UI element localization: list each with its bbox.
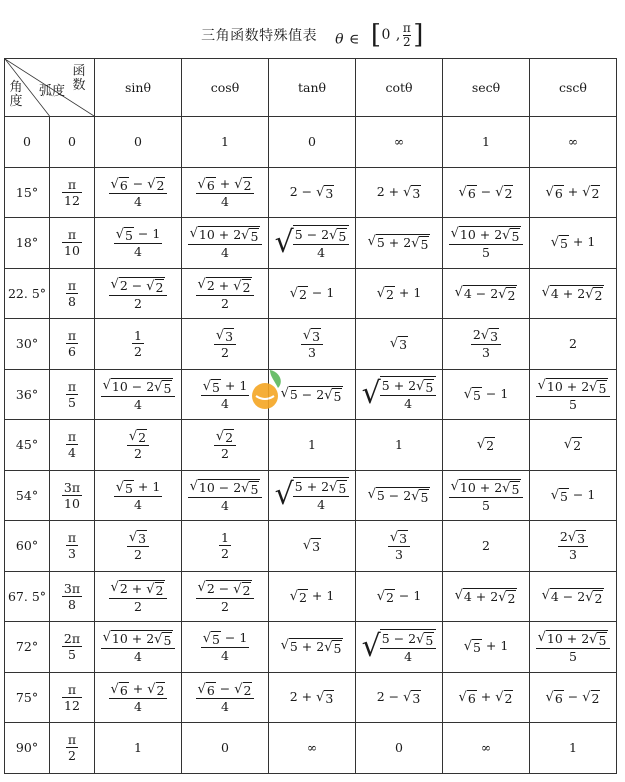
sin-value-cell: √ 2 + √ 2 2 xyxy=(95,571,182,622)
table-row xyxy=(5,420,617,471)
cos-value-cell: √ 2 − √ 2 2 xyxy=(182,571,269,622)
col-header-sin: sinθ xyxy=(95,59,182,117)
radian-cell: 0 xyxy=(50,117,95,168)
csc-value-cell: 2 √ 3 3 xyxy=(530,521,617,572)
title-zero: 0 , xyxy=(381,27,401,43)
sin-value-cell: $\frac{1}{2}$ xyxy=(95,319,182,370)
table-row xyxy=(5,167,617,218)
degree-cell: 22. 5° xyxy=(5,268,50,319)
csc-value-cell: √ 5 − 1 xyxy=(530,470,617,521)
degree-cell: 36° xyxy=(5,369,50,420)
csc-value-cell: √ 6 − √ 2 xyxy=(530,672,617,723)
sec-value-cell: 2 √ 3 3 xyxy=(443,319,530,370)
radian-cell: $\frac{\pi}{10}$ xyxy=(50,218,95,269)
cos-value-cell: 0 xyxy=(182,723,269,774)
title-domain xyxy=(335,22,424,49)
sin-value-cell: √ 6 + √ 2 4 xyxy=(95,672,182,723)
sin-value-cell: √ 3 2 xyxy=(95,521,182,572)
radian-cell: $\frac{\pi}{5}$ xyxy=(50,369,95,420)
sec-value-cell: 2 xyxy=(443,521,530,572)
sec-value-cell: √ 10 + 2 √ 5 5 xyxy=(443,218,530,269)
degree-cell: 75° xyxy=(5,672,50,723)
csc-value-cell: √ 5 + 1 xyxy=(530,218,617,269)
tan-value-cell: √ 3 3 xyxy=(269,319,356,370)
csc-value-cell: ∞ xyxy=(530,117,617,168)
cos-value-cell: √ 5 + 1 4 xyxy=(182,369,269,420)
table-row xyxy=(5,369,617,420)
tan-value-cell: √ 5 + 2 √ 5 xyxy=(269,622,356,673)
cos-value-cell: √ 2 + √ 2 2 xyxy=(182,268,269,319)
tan-value-cell: √ 5 − 2 √ 5 4 xyxy=(269,218,356,269)
trig-special-values-table xyxy=(4,58,617,774)
sin-value-cell: √ 10 − 2 √ 5 4 xyxy=(95,369,182,420)
title-two: 2 xyxy=(402,34,412,49)
radian-cell: $\frac{\pi}{12}$ xyxy=(50,167,95,218)
cot-value-cell: √ 5 − 2 √ 5 4 xyxy=(356,622,443,673)
sin-value-cell: 1 xyxy=(95,723,182,774)
title-close-bracket: ] xyxy=(413,20,424,50)
diagonal-header-cell xyxy=(5,59,95,117)
csc-value-cell: 1 xyxy=(530,723,617,774)
tan-value-cell: √ 5 + 2 √ 5 4 xyxy=(269,470,356,521)
degree-cell: 72° xyxy=(5,622,50,673)
tan-value-cell: √ 2 + 1 xyxy=(269,571,356,622)
sec-value-cell: √ 5 − 1 xyxy=(443,369,530,420)
cos-value-cell: √ 5 − 1 4 xyxy=(182,622,269,673)
cot-value-cell: √ 3 xyxy=(356,319,443,370)
radian-cell: $\frac{3\pi}{8}$ xyxy=(50,571,95,622)
radian-cell: $\frac{\pi}{6}$ xyxy=(50,319,95,370)
tan-value-cell: √ 2 − 1 xyxy=(269,268,356,319)
col-header-tan: tanθ xyxy=(269,59,356,117)
degree-cell: 60° xyxy=(5,521,50,572)
table-row xyxy=(5,571,617,622)
cos-value-cell: √ 3 2 xyxy=(182,319,269,370)
col-header-csc: cscθ xyxy=(530,59,617,117)
cos-value-cell: 1 xyxy=(182,117,269,168)
title-pi: π xyxy=(402,20,412,35)
csc-value-cell: √ 4 − 2 √ 2 xyxy=(530,571,617,622)
sin-value-cell: √ 5 + 1 4 xyxy=(95,470,182,521)
table-row xyxy=(5,622,617,673)
sin-value-cell: √ 2 − √ 2 2 xyxy=(95,268,182,319)
radian-cell: $\frac{2\pi}{5}$ xyxy=(50,622,95,673)
csc-value-cell: √ 10 + 2 √ 5 5 xyxy=(530,369,617,420)
radian-cell: $\frac{\pi}{3}$ xyxy=(50,521,95,572)
cot-value-cell: 2 + √ 3 xyxy=(356,167,443,218)
cot-value-cell: 0 xyxy=(356,723,443,774)
col-header-sec: secθ xyxy=(443,59,530,117)
title-interval xyxy=(371,22,424,49)
radian-cell: $\frac{3\pi}{10}$ xyxy=(50,470,95,521)
sec-value-cell: √ 2 xyxy=(443,420,530,471)
cot-value-cell: 1 xyxy=(356,420,443,471)
diag-label-function: 函数 xyxy=(72,64,86,93)
cot-value-cell: ∞ xyxy=(356,117,443,168)
cos-value-cell: √ 6 − √ 2 4 xyxy=(182,672,269,723)
sin-value-cell: √ 2 2 xyxy=(95,420,182,471)
table-row xyxy=(5,117,617,168)
degree-cell: 54° xyxy=(5,470,50,521)
csc-value-cell: √ 6 + √ 2 xyxy=(530,167,617,218)
table-row xyxy=(5,723,617,774)
sin-value-cell: 0 xyxy=(95,117,182,168)
header-row xyxy=(5,59,617,117)
degree-cell: 0 xyxy=(5,117,50,168)
cot-value-cell: √ 2 − 1 xyxy=(356,571,443,622)
page-title xyxy=(0,20,625,50)
degree-cell: 67. 5° xyxy=(5,571,50,622)
cos-value-cell: $\frac{1}{2}$ xyxy=(182,521,269,572)
col-header-cos: cosθ xyxy=(182,59,269,117)
tan-value-cell: ∞ xyxy=(269,723,356,774)
csc-value-cell: √ 10 + 2 √ 5 5 xyxy=(530,622,617,673)
sec-value-cell: √ 6 + √ 2 xyxy=(443,672,530,723)
csc-value-cell: √ 4 + 2 √ 2 xyxy=(530,268,617,319)
radian-cell: $\frac{\pi}{12}$ xyxy=(50,672,95,723)
table-row xyxy=(5,470,617,521)
sin-value-cell: √ 10 + 2 √ 5 4 xyxy=(95,622,182,673)
csc-value-cell: 2 xyxy=(530,319,617,370)
diag-label-radian: 弧度 xyxy=(38,84,65,99)
radian-cell: $\frac{\pi}{2}$ xyxy=(50,723,95,774)
cos-value-cell: √ 10 + 2 √ 5 4 xyxy=(182,218,269,269)
watermark-logo xyxy=(248,366,288,414)
degree-cell: 15° xyxy=(5,167,50,218)
cot-value-cell: 2 − √ 3 xyxy=(356,672,443,723)
logo-fruit xyxy=(252,383,278,409)
sin-value-cell: √ 6 − √ 2 4 xyxy=(95,167,182,218)
cot-value-cell: √ 2 + 1 xyxy=(356,268,443,319)
degree-cell: 90° xyxy=(5,723,50,774)
sec-value-cell: √ 5 + 1 xyxy=(443,622,530,673)
diag-label-degree: 角度 xyxy=(9,80,23,109)
title-text: 三角函数特殊值表 xyxy=(201,28,318,44)
cos-value-cell: √ 6 + √ 2 4 xyxy=(182,167,269,218)
cot-value-cell: √ 3 3 xyxy=(356,521,443,572)
sin-value-cell: √ 5 − 1 4 xyxy=(95,218,182,269)
radian-cell: $\frac{\pi}{4}$ xyxy=(50,420,95,471)
degree-cell: 18° xyxy=(5,218,50,269)
tan-value-cell: √ 5 − 2 √ 5 xyxy=(269,369,356,420)
cot-value-cell: √ 5 − 2 √ 5 xyxy=(356,470,443,521)
tan-value-cell: √ 3 xyxy=(269,521,356,572)
sec-value-cell: √ 4 + 2 √ 2 xyxy=(443,571,530,622)
title-pi-over-2 xyxy=(403,22,411,49)
sec-value-cell: √ 4 − 2 √ 2 xyxy=(443,268,530,319)
table-row xyxy=(5,672,617,723)
col-header-cot: cotθ xyxy=(356,59,443,117)
sec-value-cell: √ 6 − √ 2 xyxy=(443,167,530,218)
tan-value-cell: 1 xyxy=(269,420,356,471)
table-row xyxy=(5,319,617,370)
degree-cell: 30° xyxy=(5,319,50,370)
table-row xyxy=(5,268,617,319)
csc-value-cell: √ 2 xyxy=(530,420,617,471)
degree-cell: 45° xyxy=(5,420,50,471)
sec-value-cell: √ 10 + 2 √ 5 5 xyxy=(443,470,530,521)
title-open-bracket: [ xyxy=(370,20,382,50)
tan-value-cell: 2 + √ 3 xyxy=(269,672,356,723)
cot-value-cell: √ 5 + 2 √ 5 xyxy=(356,218,443,269)
cot-value-cell: √ 5 + 2 √ 5 4 xyxy=(356,369,443,420)
tan-value-cell: 0 xyxy=(269,117,356,168)
table-row xyxy=(5,218,617,269)
cos-value-cell: √ 10 − 2 √ 5 4 xyxy=(182,470,269,521)
sec-value-cell: ∞ xyxy=(443,723,530,774)
sec-value-cell: 1 xyxy=(443,117,530,168)
radian-cell: $\frac{\pi}{8}$ xyxy=(50,268,95,319)
table-row xyxy=(5,521,617,572)
title-theta: θ ∈ xyxy=(335,31,360,47)
tan-value-cell: 2 − √ 3 xyxy=(269,167,356,218)
cos-value-cell: √ 2 2 xyxy=(182,420,269,471)
